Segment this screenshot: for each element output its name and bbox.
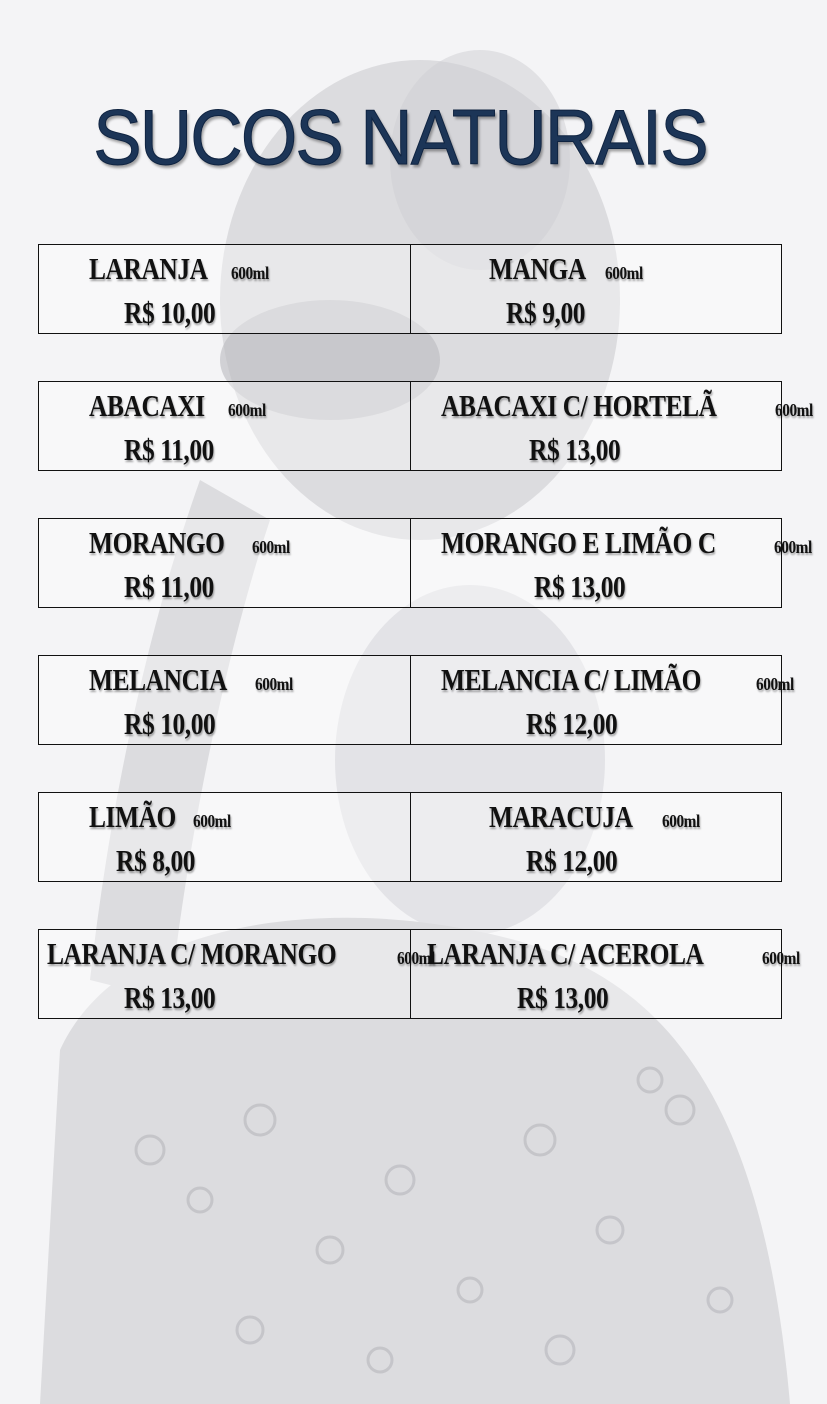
menu-row	[38, 792, 782, 882]
item-price: R$ 12,00	[526, 706, 618, 741]
item-price: R$ 10,00	[124, 706, 216, 741]
item-name: MELANCIA C/ LIMÃO	[441, 662, 701, 697]
menu-row	[38, 244, 782, 334]
menu-item	[410, 382, 813, 470]
item-name: MORANGO	[89, 525, 225, 560]
menu-item	[410, 656, 794, 744]
item-price: R$ 13,00	[124, 980, 216, 1015]
menu-item	[410, 519, 812, 607]
item-price: R$ 10,00	[124, 295, 216, 330]
menu-item	[410, 930, 800, 1018]
item-size: 600ml	[774, 400, 813, 420]
item-name: MANGA	[489, 251, 586, 286]
menu-item	[39, 793, 410, 881]
item-name: MORANGO E LIMÃO C	[441, 525, 716, 560]
item-name: ABACAXI	[89, 388, 205, 423]
item-price: R$ 11,00	[124, 569, 214, 604]
item-price: R$ 11,00	[124, 432, 214, 467]
item-size: 600ml	[755, 674, 794, 694]
menu-row	[38, 929, 800, 1019]
item-name: LARANJA C/ ACEROLA	[427, 936, 704, 971]
item-size: 600ml	[761, 948, 800, 968]
menu-row	[38, 381, 813, 471]
item-price: R$ 13,00	[517, 980, 609, 1015]
menu-row	[38, 655, 794, 745]
menu-item	[39, 519, 410, 607]
menu-item	[39, 245, 410, 333]
item-size: 600ml	[254, 674, 293, 694]
item-price: R$ 13,00	[534, 569, 626, 604]
item-price: R$ 8,00	[116, 843, 196, 878]
item-price: R$ 9,00	[506, 295, 586, 330]
menu-item	[39, 382, 410, 470]
item-name: ABACAXI C/ HORTELÃ	[441, 388, 717, 423]
item-size: 600ml	[231, 263, 269, 283]
item-price: R$ 12,00	[526, 843, 618, 878]
item-name: MARACUJA	[489, 799, 633, 834]
juice-menu	[38, 244, 813, 1066]
menu-item	[39, 656, 410, 744]
item-name: LIMÃO	[89, 799, 176, 834]
menu-item	[410, 793, 781, 881]
item-size: 600ml	[773, 537, 812, 557]
item-size: 600ml	[661, 811, 700, 831]
item-size: 600ml	[251, 537, 290, 557]
menu-item	[410, 245, 781, 333]
item-name: LARANJA	[89, 251, 208, 286]
item-price: R$ 13,00	[529, 432, 621, 467]
item-size: 600ml	[227, 400, 266, 420]
menu-row	[38, 518, 812, 608]
page-title: SUCOS NATURAIS	[93, 93, 707, 181]
item-size: 600ml	[604, 263, 643, 283]
item-size: 600ml	[397, 948, 435, 968]
item-name: LARANJA C/ MORANGO	[47, 936, 337, 971]
menu-item	[39, 930, 435, 1018]
item-name: MELANCIA	[89, 662, 227, 697]
item-size: 600ml	[192, 811, 231, 831]
